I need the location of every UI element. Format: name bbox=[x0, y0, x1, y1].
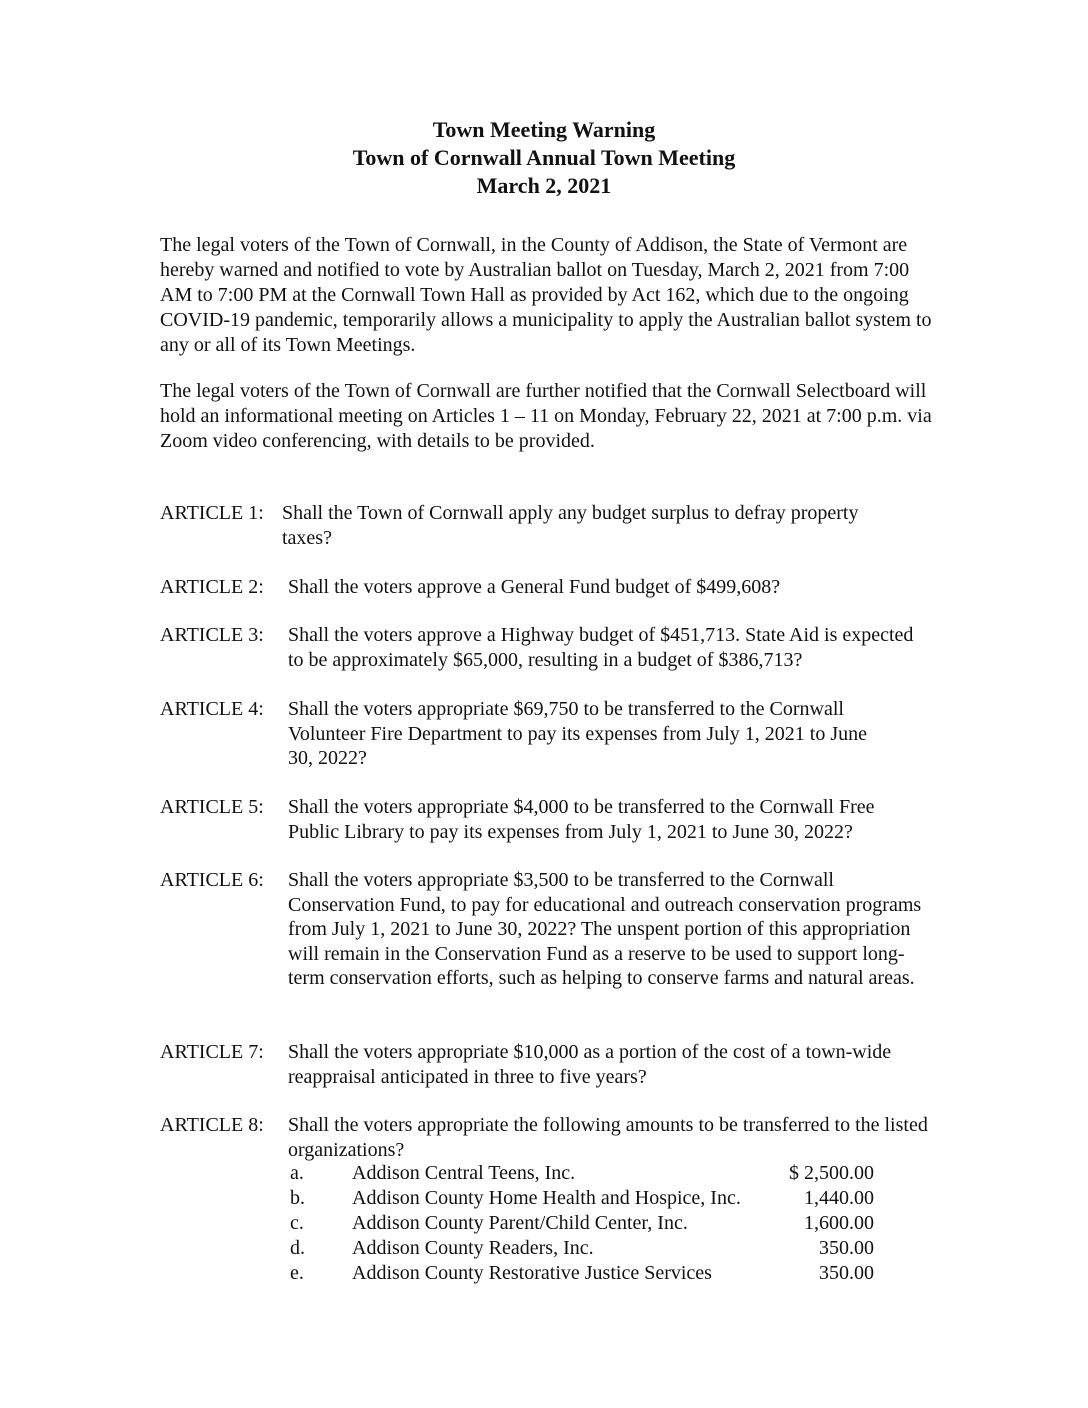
organization-amount: 1,600.00 bbox=[804, 1212, 874, 1234]
article-7 bbox=[160, 1040, 960, 1089]
organization-row bbox=[290, 1186, 890, 1211]
organization-name: Addison County Readers, Inc. bbox=[352, 1237, 594, 1259]
title-line-2: Town of Cornwall Annual Town Meeting bbox=[352, 145, 736, 170]
article-label: ARTICLE 2: bbox=[160, 576, 264, 598]
organization-letter: b. bbox=[290, 1187, 305, 1209]
organization-name: Addison Central Teens, Inc. bbox=[352, 1162, 576, 1184]
article-label: ARTICLE 5: bbox=[160, 796, 264, 818]
organization-amount: 350.00 bbox=[819, 1262, 874, 1284]
article-text: Shall the Town of Cornwall apply any budget surplus to defray property taxes? bbox=[282, 502, 859, 549]
article-text: Shall the voters appropriate $4,000 to be transferred to the Cornwall Free Public Library to pay its expenses from July 1, 2021 to June 30, 2022? bbox=[288, 796, 875, 843]
article-text: Shall the voters appropriate $10,000 as a portion of the cost of a town-wide reappraisal anticipated in three to five years? bbox=[288, 1041, 892, 1088]
article-3 bbox=[160, 623, 960, 672]
article-text: Shall the voters approve a General Fund budget of $499,608? bbox=[288, 576, 781, 598]
title-line-3: March 2, 2021 bbox=[476, 173, 612, 198]
article-6 bbox=[160, 868, 960, 991]
article-label: ARTICLE 3: bbox=[160, 624, 264, 646]
organization-letter: d. bbox=[290, 1237, 305, 1259]
article-label: ARTICLE 7: bbox=[160, 1041, 264, 1063]
article-2 bbox=[160, 575, 960, 600]
organization-name: Addison County Restorative Justice Services bbox=[352, 1262, 712, 1284]
article-text: Shall the voters approve a Highway budget of $451,713. State Aid is expected to be approximately $65,000, resulting in a budget of $386,713? bbox=[288, 624, 914, 671]
organization-amount: 350.00 bbox=[819, 1237, 874, 1259]
document-title bbox=[0, 116, 1088, 200]
organization-row bbox=[290, 1236, 890, 1261]
organization-letter: e. bbox=[290, 1262, 304, 1284]
organization-letter: c. bbox=[290, 1212, 304, 1234]
organization-name: Addison County Home Health and Hospice, Inc. bbox=[352, 1187, 741, 1209]
article-text: Shall the voters appropriate the following amounts to be transferred to the listed organizations? bbox=[288, 1114, 928, 1161]
title-line-1: Town Meeting Warning bbox=[432, 117, 656, 142]
organization-amount: 1,440.00 bbox=[804, 1187, 874, 1209]
article-8 bbox=[160, 1113, 960, 1162]
organization-row bbox=[290, 1161, 890, 1186]
article-5 bbox=[160, 795, 960, 844]
organization-list bbox=[290, 1161, 890, 1286]
organization-name: Addison County Parent/Child Center, Inc. bbox=[352, 1212, 688, 1234]
article-4 bbox=[160, 697, 960, 771]
article-text: Shall the voters appropriate $69,750 to be transferred to the Cornwall Volunteer Fire Department to pay its expenses from July 1, 2021 to June 30, 2022? bbox=[288, 698, 867, 769]
article-label: ARTICLE 8: bbox=[160, 1114, 264, 1136]
intro-paragraph-1: The legal voters of the Town of Cornwall, in the County of Addison, the State of Vermont are hereby warned and notified to vote by Australian ballot on Tuesday, March 2, 2021 from 7:00 AM to 7:00 PM at the Cornwall Town Hall as provided by Act 162, which due to the ongoing COVID-19 pandemic, temporarily allows a municipality to apply the Australian ballot system to any or all of its Town Meetings. bbox=[160, 234, 932, 356]
article-label: ARTICLE 4: bbox=[160, 698, 264, 720]
article-text: Shall the voters appropriate $3,500 to be transferred to the Cornwall Conservation Fund, to pay for educational and outreach conservation programs from July 1, 2021 to June 30, 2022? The unspent portion of this appropriation will remain in the Conservation Fund as a reserve to be used to support long-term conservation efforts, such as helping to conserve farms and natural areas. bbox=[288, 869, 922, 989]
organization-row bbox=[290, 1261, 890, 1286]
organization-letter: a. bbox=[290, 1162, 304, 1184]
article-label: ARTICLE 1: bbox=[160, 502, 264, 524]
organization-amount: $ 2,500.00 bbox=[789, 1162, 874, 1184]
intro-paragraph-2: The legal voters of the Town of Cornwall are further notified that the Cornwall Selectboard will hold an informational meeting on Articles 1 – 11 on Monday, February 22, 2021 at 7:00 p.m. via Zoom video conferencing, with details to be provided. bbox=[160, 380, 932, 452]
article-label: ARTICLE 6: bbox=[160, 869, 264, 891]
article-1 bbox=[160, 501, 960, 550]
organization-row bbox=[290, 1211, 890, 1236]
